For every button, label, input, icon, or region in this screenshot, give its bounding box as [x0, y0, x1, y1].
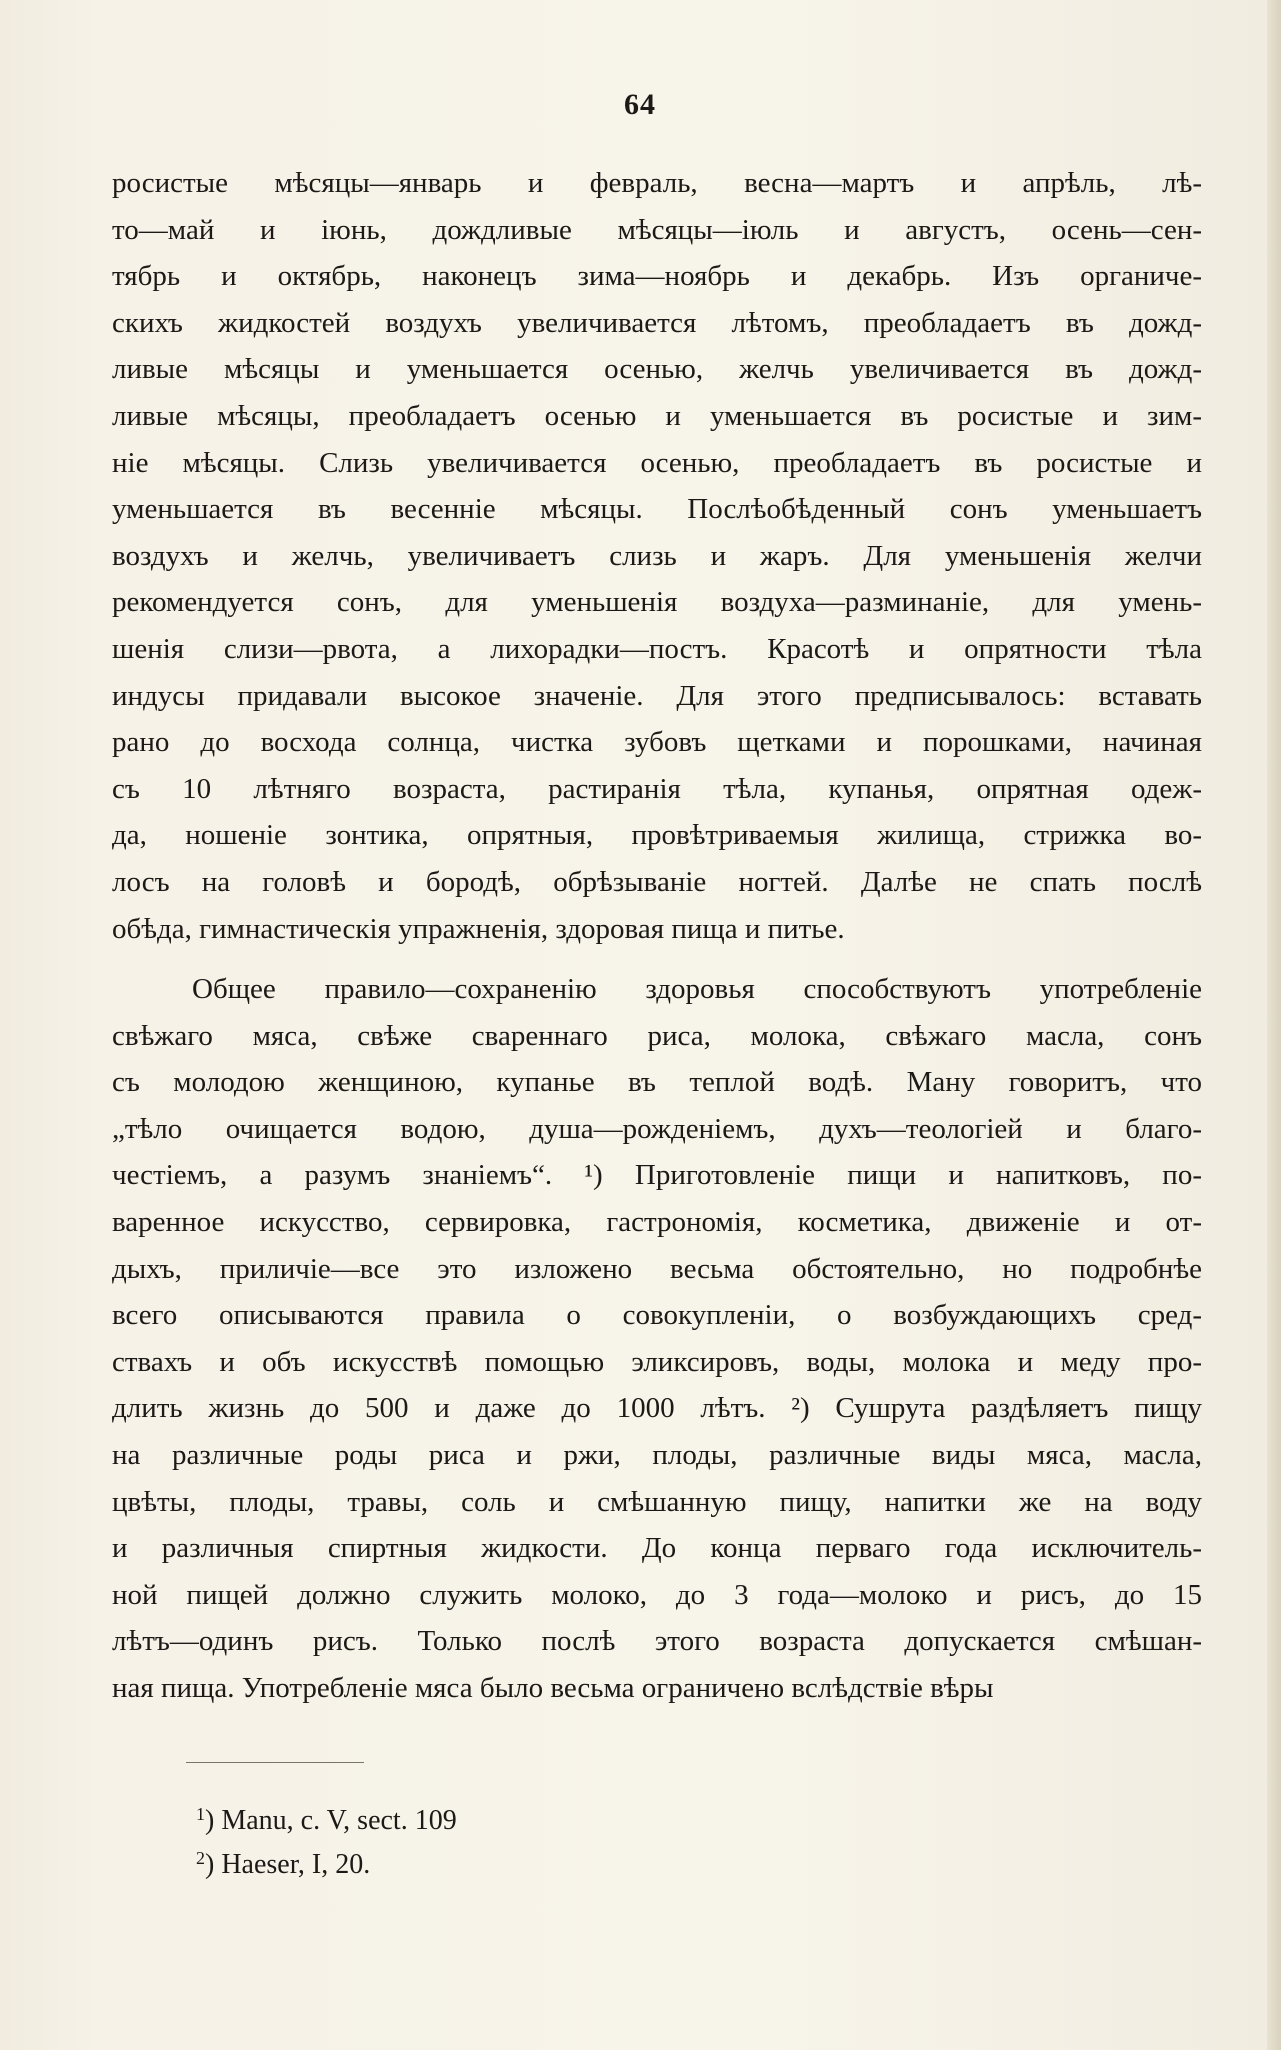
paragraph-gap	[112, 952, 1202, 966]
footnote-2	[196, 1836, 896, 1880]
text-line: индусы придавали высокое значеніе. Для этого предписывалось: вставать	[112, 679, 1202, 712]
footnote-1	[196, 1792, 896, 1836]
text-line: уменьшается въ весенніе мѣсяцы. Послѣобѣденный сонъ уменьшаетъ	[112, 493, 1202, 526]
text-line: свѣжаго мяса, свѣже свареннаго риса, молока, свѣжаго масла, сонъ	[112, 1019, 1202, 1052]
text-line: лѣтъ—одинъ рисъ. Только послѣ этого возраста допускается смѣшан-	[112, 1625, 1202, 1658]
text-line: ливые мѣсяцы и уменьшается осенью, желчь увеличивается въ дожд-	[112, 353, 1202, 386]
text-line: Общее правило—сохраненію здоровья способствуютъ употребленіе	[192, 973, 1202, 1006]
footnote-mark: 1	[196, 1804, 205, 1824]
page-number: 64	[624, 88, 656, 121]
text-line: длить жизнь до 500 и даже до 1000 лѣтъ. ²) Сушрута раздѣляетъ пищу	[112, 1392, 1202, 1425]
text-line: воздухъ и желчь, увеличиваетъ слизь и жаръ. Для уменьшенія желчи	[112, 539, 1202, 572]
text-line: рано до восхода солнца, чистка зубовъ щетками и порошками, начиная	[112, 726, 1202, 759]
text-line: лосъ на головѣ и бородѣ, обрѣзываніе ногтей. Далѣе не спать послѣ	[112, 865, 1202, 898]
text-line: „тѣло очищается водою, душа—рожденіемъ, духъ—теологіей и благо-	[112, 1112, 1202, 1145]
text-line: всего описываются правила о совокупленіи, о возбуждающихъ сред-	[112, 1299, 1202, 1332]
text-line: цвѣты, плоды, травы, соль и смѣшанную пищу, напитки же на воду	[112, 1485, 1202, 1518]
footnote-text: ) Haeser, I, 20.	[205, 1849, 371, 1880]
text-line: съ 10 лѣтняго возраста, растиранія тѣла, купанья, опрятная одеж-	[112, 772, 1202, 805]
text-line: ливые мѣсяцы, преобладаетъ осенью и уменьшается въ росистые и зим-	[112, 399, 1202, 432]
page-edge	[1267, 0, 1281, 2050]
text-line: ствахъ и объ искусствѣ помощью эликсировъ, воды, молока и меду про-	[112, 1345, 1202, 1378]
text-line: то—май и іюнь, дождливые мѣсяцы—іюль и августъ, осень—сен-	[112, 213, 1202, 246]
text-line: честіемъ, а разумъ знаніемъ“. ¹) Приготовленіе пищи и напитковъ, по-	[112, 1159, 1202, 1192]
footnote-mark: 2	[196, 1848, 205, 1868]
text-line: варенное искусство, сервировка, гастрономія, косметика, движеніе и от-	[112, 1206, 1202, 1239]
text-line: съ молодою женщиною, купанье въ теплой водѣ. Ману говоритъ, что	[112, 1066, 1202, 1099]
text-line: дыхъ, приличіе—все это изложено весьма обстоятельно, но подробнѣе	[112, 1252, 1202, 1285]
body-text	[112, 160, 1202, 1712]
text-line: росистые мѣсяцы—январь и февраль, весна—мартъ и апрѣль, лѣ-	[112, 167, 1202, 199]
text-line: ной пищей должно служить молоко, до 3 года—молоко и рисъ, до 15	[112, 1578, 1202, 1611]
text-line: обѣда, гимнастическія упражненія, здоровая пища и питье.	[112, 912, 845, 945]
text-line: на различные роды риса и ржи, плоды, различные виды мяса, масла,	[112, 1439, 1202, 1472]
text-line: рекомендуется сонъ, для уменьшенія воздуха—разминаніе, для умень-	[112, 586, 1202, 619]
footnote-text: ) Manu, c. V, sect. 109	[205, 1805, 457, 1836]
text-line: да, ношеніе зонтика, опрятныя, провѣтриваемыя жилища, стрижка во-	[112, 819, 1202, 852]
footnote-divider	[186, 1762, 364, 1763]
text-line: скихъ жидкостей воздухъ увеличивается лѣтомъ, преобладаетъ въ дожд-	[112, 306, 1202, 339]
footnotes	[196, 1792, 896, 1880]
text-line: ніе мѣсяцы. Слизь увеличивается осенью, преобладаетъ въ росистые и	[112, 446, 1202, 479]
text-line: тябрь и октябрь, наконецъ зима—ноябрь и декабрь. Изъ органиче-	[112, 260, 1202, 293]
text-line: ная пища. Употребленіе мяса было весьма ограничено вслѣдствіе вѣры	[112, 1672, 994, 1704]
text-line: шенія слизи—рвота, а лихорадки—постъ. Красотѣ и опрятности тѣла	[112, 632, 1202, 665]
text-line: и различныя спиртныя жидкости. До конца перваго года исключитель-	[112, 1532, 1202, 1565]
